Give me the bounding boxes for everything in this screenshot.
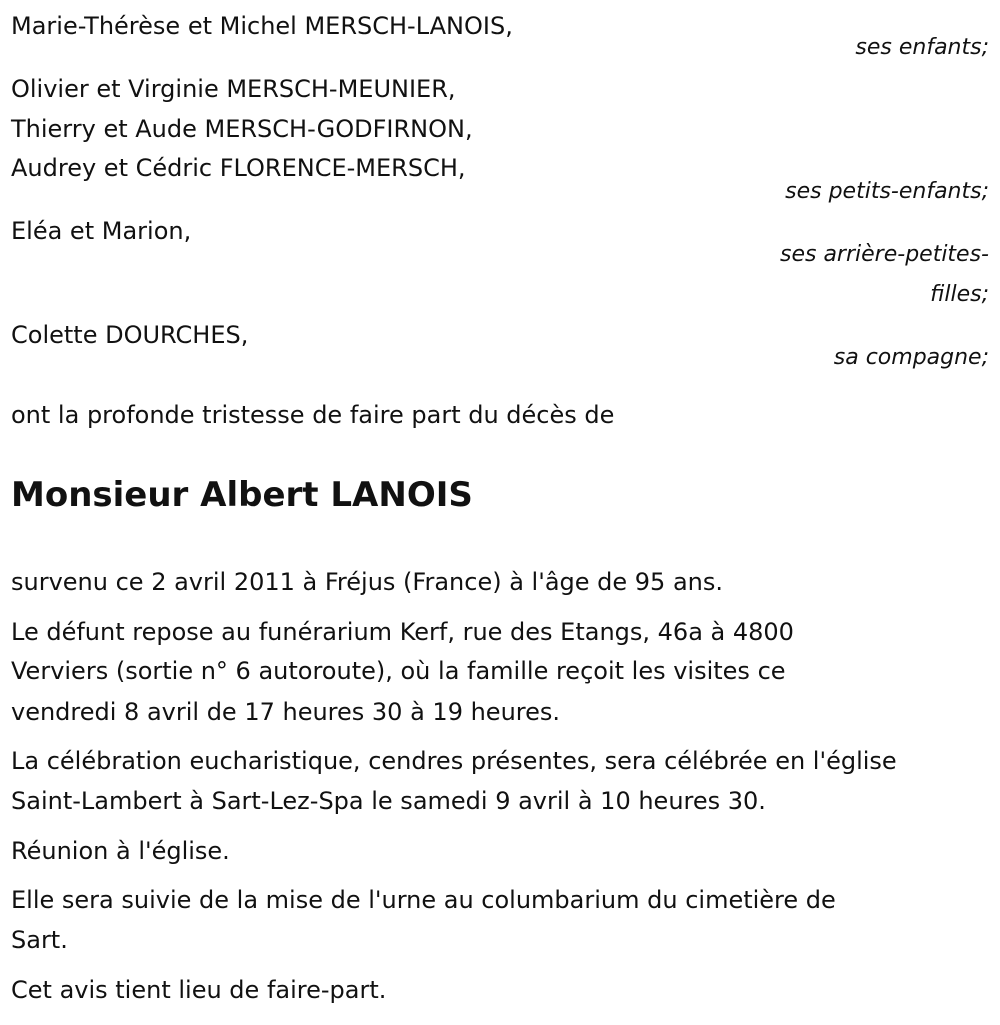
announcement-intro: ont la profonde tristesse de faire part du décès de [11, 401, 615, 429]
columbarium-info-line: Sart. [11, 926, 68, 954]
grandchildren-role: ses petits-enfants; [785, 179, 989, 204]
columbarium-info-line: Elle sera suivie de la mise de l'urne au columbarium du cimetière de [11, 886, 836, 914]
partner-name: Colette DOURCHES, [11, 321, 249, 349]
children-names: Marie-Thérèse et Michel MERSCH-LANOIS, [11, 12, 513, 40]
deceased-name: Monsieur Albert LANOIS [11, 475, 473, 515]
repose-info-line: Verviers (sortie n° 6 autoroute), où la famille reçoit les visites ce [11, 657, 786, 685]
children-role: ses enfants; [855, 35, 989, 60]
grandchild-couple: Thierry et Aude MERSCH-GODFIRNON, [11, 115, 473, 143]
death-info: survenu ce 2 avril 2011 à Fréjus (France) à l'âge de 95 ans. [11, 568, 723, 596]
celebration-info-line: Saint-Lambert à Sart-Lez-Spa le samedi 9 avril à 10 heures 30. [11, 787, 766, 815]
partner-role: sa compagne; [833, 345, 989, 370]
celebration-info-line: La célébration eucharistique, cendres présentes, sera célébrée en l'église [11, 747, 897, 775]
great-grandchildren-names: Eléa et Marion, [11, 217, 192, 245]
meeting-info: Réunion à l'église. [11, 837, 230, 865]
repose-info-line: vendredi 8 avril de 17 heures 30 à 19 heures. [11, 698, 561, 726]
closing-note: Cet avis tient lieu de faire-part. [11, 976, 387, 1004]
repose-info-line: Le défunt repose au funérarium Kerf, rue des Etangs, 46a à 4800 [11, 618, 794, 646]
great-grandchildren-role: ses arrière-petites- [780, 242, 989, 267]
grandchild-couple: Audrey et Cédric FLORENCE-MERSCH, [11, 154, 466, 182]
grandchild-couple: Olivier et Virginie MERSCH-MEUNIER, [11, 75, 456, 103]
great-grandchildren-role-continued: filles; [930, 282, 989, 307]
